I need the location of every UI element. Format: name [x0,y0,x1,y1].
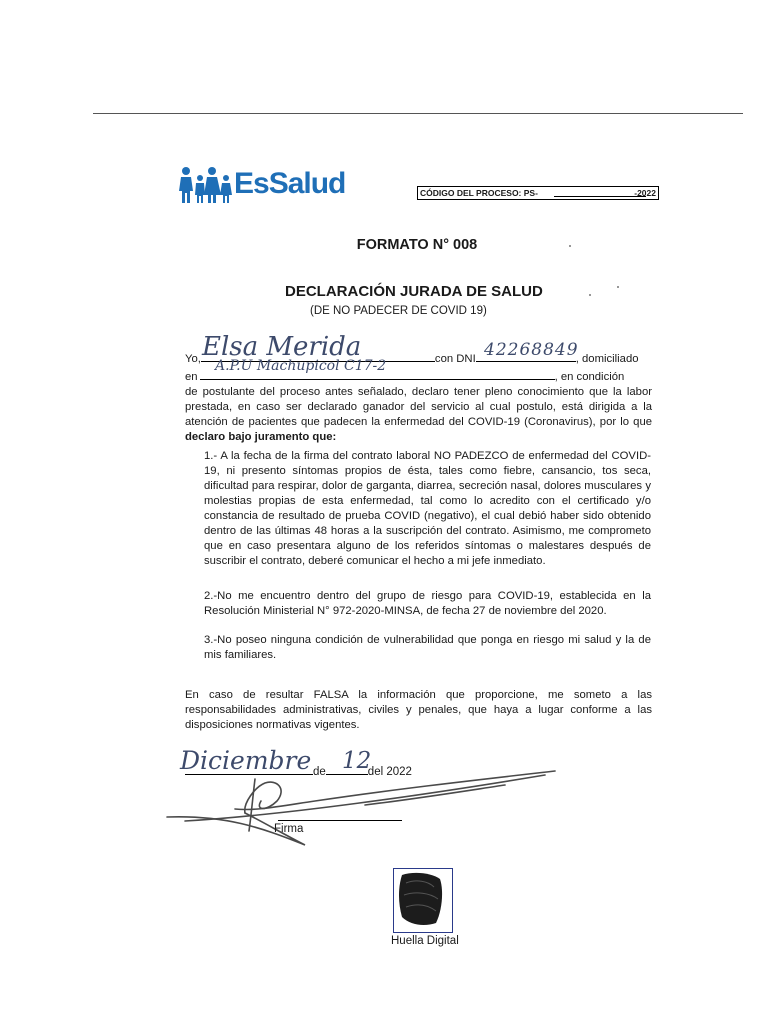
declaration-subtitle: (DE NO PADECER DE COVID 19) [310,305,487,317]
handwritten-address: A.P.U Machupicol C17-2 [215,358,387,374]
signature-line [278,820,402,821]
firma-label: Firma [274,823,304,835]
scan-speck [589,294,591,296]
declaration-item-2: 2.-No me encuentro dentro del grupo de riesgo para COVID-19, establecida en la Resolución Ministerial N° 972-2020-MINSA, de fecha 27 de noviembre del 2020. [204,590,651,617]
intro-line-2: en , en condición [185,367,652,385]
family-icon [178,165,234,207]
process-code-box [417,186,659,200]
declaration-title: DECLARACIÓN JURADA DE SALUD [285,283,543,300]
declaration-item-1: 1.- A la fecha de la firma del contrato laboral NO PADEZCO de enfermedad del COVID-19, ni presento síntomas propios de ésta, tales como fiebre, cansancio, tos seca, dificultad para respirar, dolor de garganta, diarrea, secreción nasal, dolores musculares y molestias propias de esta enfermedad, tal como lo acredito con el certificado y/o constancia de resultado de prueba COVID (negativo), el cual debió haber sido obtenido dentro de las últimas 48 horas a la suscripción del contrato. Asimismo, me comprometo que en caso presentara alguno de los referidos síntomas o malestares después de suscribir el contrato, deberé comunicar el hecho a mi jefe inmediato. [204,450,651,567]
declaration-item-3: 3.-No poseo ninguna condición de vulnerabilidad que ponga en riesgo mi salud y la de mis familiares. [204,634,651,661]
intro-body: de postulante del proceso antes señalado, declaro tener pleno conocimiento que la labor prestada, en caso ser declarado ganador del servicio al cual postulo, está dirigida a la atención de pacientes que padecen la enfermedad del COVID-19 (Coronavirus), por lo que declaro bajo juramento que: [185,386,653,443]
essalud-logo [178,165,348,207]
huella-digital-label: Huella Digital [391,935,459,947]
handwritten-name: Elsa Merida [202,332,362,362]
scan-speck [617,286,619,288]
handwritten-day: 12 [342,748,372,774]
fingerprint-mark [394,869,452,932]
format-title: FORMATO N° 008 [356,237,478,253]
handwritten-month: Diciembre [180,746,312,775]
handwritten-dni: 42268849 [484,340,579,360]
top-rule [93,113,743,114]
process-code-blank [554,196,646,197]
closing-paragraph: En caso de resultar FALSA la información que proporcione, me someto a las responsabilidades administrativas, civiles y penales, que haya a lugar conforme a las disposiciones normativas vigentes. [185,689,652,731]
fingerprint-box [393,868,453,933]
brand-name: EsSalud [234,167,346,200]
scan-speck [569,245,571,247]
process-code-label: CÓDIGO DEL PROCESO: PS- [420,188,538,198]
process-code-year: -2022 [634,188,656,198]
intro-line-1: Yo, con DNI , domiciliado [185,349,652,367]
date-line: de del 2022 [185,762,412,778]
